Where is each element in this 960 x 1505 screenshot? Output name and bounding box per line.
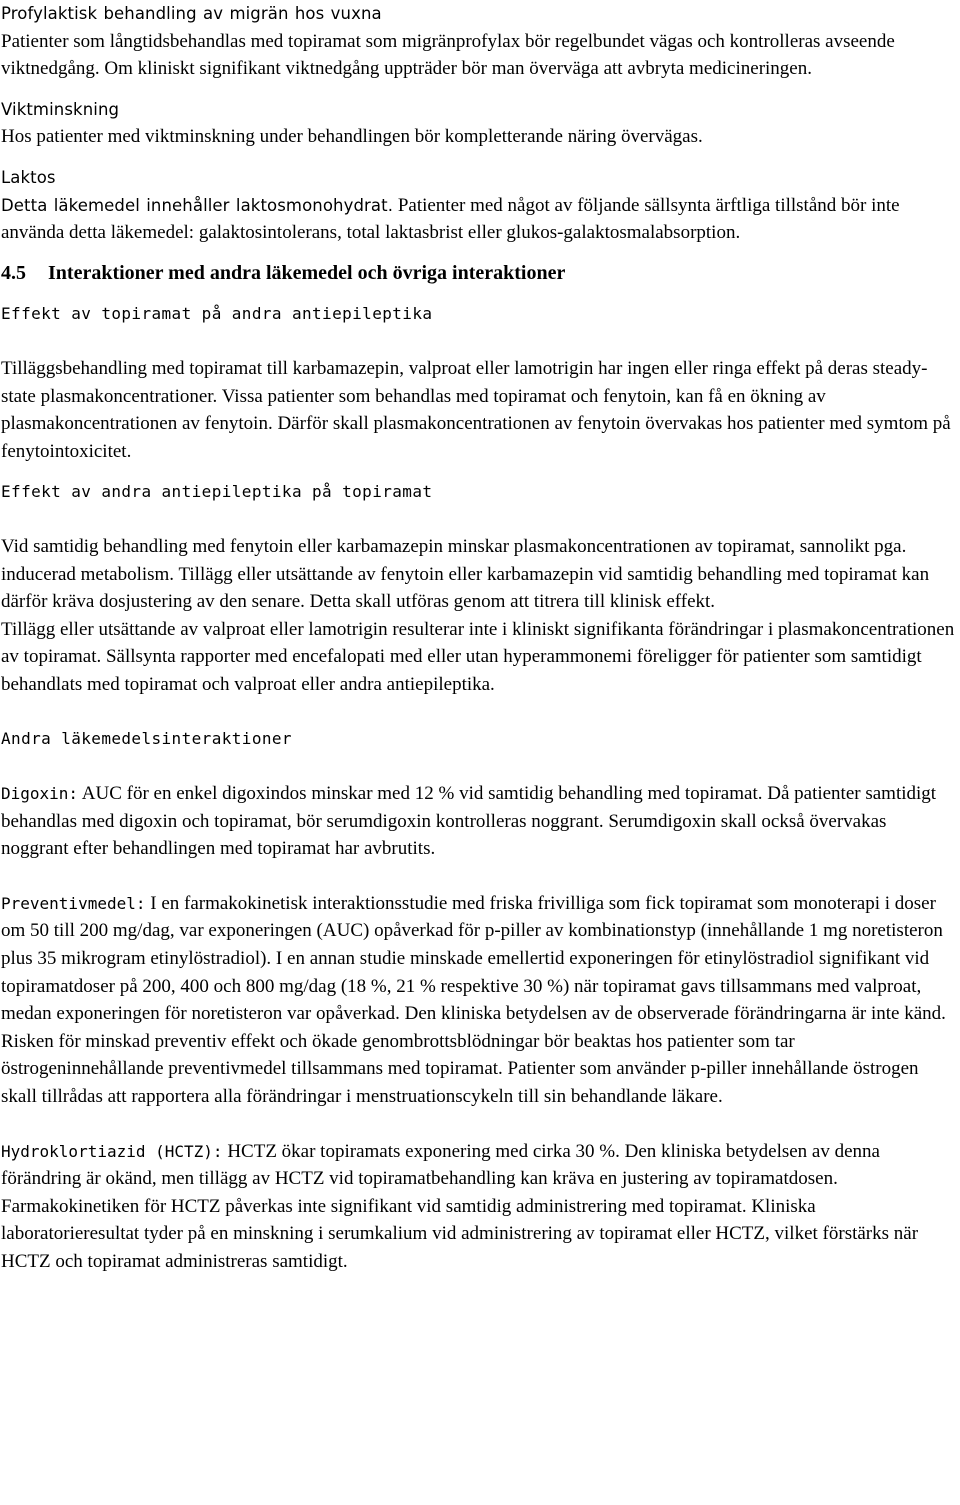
effect-of-others-heading: Effekt av andra antiepileptika på topiramat: [1, 482, 433, 502]
effect-of-others-body-2: Tillägg eller utsättande av valproat eller lamotrigin resulterar inte i kliniskt signifikanta förändringar i plasmakoncentrationen av topiramat. Sällsynta rapporter med encefalopati med eller utan hyperammonemi föreligger för patienter som samtidigt behandlats med topiramat och valproat eller andra antiepileptika.: [1, 618, 955, 695]
effect-on-others-body: Tilläggsbehandling med topiramat till karbamazepin, valproat eller lamotrigin har ingen eller ringa effekt på deras steady-state plasmakoncentrationer. Vissa patienter som behandlas med topiramat och fenytoin, kan få en ökning av plasmakoncentrationen av fenytoin. Därför skall plasmakoncentrationen av fenytoin övervakas hos patienter med symtom på fenytointoxicitet.: [1, 357, 951, 462]
migraine-body: Patienter som långtidsbehandlas med topiramat som migränprofylax bör regelbundet vägas och kontrolleras avseende viktnedgång. Om kliniskt signifikant viktnedgång uppträder bör man överväga att avbryta medicineringen.: [1, 30, 895, 80]
migraine-heading: Profylaktisk behandling av migrän hos vuxna: [1, 4, 382, 23]
other-interactions-heading: Andra läkemedelsinteraktioner: [1, 729, 292, 749]
section-heading: [1, 260, 956, 288]
effect-of-others-body-1: Vid samtidig behandling med fenytoin eller karbamazepin minskar plasmakoncentrationen av topiramat, sannolikt pga. inducerad metabolism. Tillägg eller utsättande av fenytoin eller karbamazepin vid samtidig behandling med topiramat kan därför kräva dosjustering av den senare. Detta skall utföras genom att titrera till klinisk effekt.: [1, 535, 930, 613]
hctz-paragraph: [1, 1138, 956, 1276]
hctz-label: Hydroklortiazid (HCTZ):: [1, 1141, 223, 1161]
contraceptive-paragraph: [1, 890, 956, 1111]
digoxin-paragraph: [1, 780, 956, 863]
weight-loss-body: Hos patienter med viktminskning under behandlingen bör kompletterande näring övervägas.: [1, 126, 703, 148]
lactose-heading: Laktos: [1, 167, 56, 187]
hctz-body: HCTZ ökar topiramats exponering med cirka 30 %. Den kliniska betydelsen av denna förändring är okänd, men tillägg av HCTZ vid topiramatbehandling kan kräva en justering av topiramatdosen. Farmakokinetiken för HCTZ påverkas inte signifikant vid samtidig administrering med topiramat. Kliniska laboratorieresultat tyder på en minskning i serumkalium vid administrering av topiramat eller HCTZ, vilket förstärks när HCTZ och topiramat administreras samtidigt.: [1, 1140, 919, 1272]
effect-on-others-heading: Effekt av topiramat på andra antiepileptika: [1, 304, 433, 324]
contraceptive-label: Preventivmedel:: [1, 893, 146, 913]
contraceptive-body: I en farmakokinetisk interaktionsstudie med friska frivilliga som fick topiramat som monoterapi i doser om 50 till 200 mg/dag, var exponeringen (AUC) opåverkad för p-piller av kombinationstyp (innehållande 1 mg noretisteron plus 35 mikrogram etinylöstradiol). I en annan studie minskade emellertid exponeringen för etinylöstradiol signifikant vid topiramatdoser på 200, 400 och 800 mg/dag (18 %, 21 % respektive 30 %) när topiramat gavs tillsammans med valproat, medan exponeringen för noretisteron var opåverkad. Den kliniska betydelsen av de observerade förändringarna är inte känd. Risken för minskad preventiv effekt och ökade genombrottsblödningar bör beaktas hos patienter som tar östrogeninnehållande preventivmedel tillsammans med topiramat. Patienter som använder p-piller innehållande östrogen skall tillrådas att rapportera alla förändringar i menstruationscykeln till sin behandlande läkare.: [1, 892, 946, 1107]
weight-loss-heading: Viktminskning: [1, 99, 120, 119]
section-number: 4.5: [1, 261, 26, 284]
digoxin-body: AUC för en enkel digoxindos minskar med 12 % vid samtidig behandling med topiramat. Då patienter samtidigt behandlas med digoxin och topiramat, bör serumdigoxin kontrolleras noggrant. Serumdigoxin skall också övervakas noggrant efter behandlingen med topiramat har avbrutits.: [1, 783, 937, 860]
lactose-body-rest: Patienter med något av följande sällsynta ärftliga tillstånd bör inte använda detta läkemedel: galaktosintolerans, total laktasbrist eller glukos-galaktosmalabsorption.: [1, 194, 900, 244]
section-title: Interaktioner med andra läkemedel och övriga interaktioner: [48, 261, 566, 284]
lactose-body: [1, 192, 956, 247]
digoxin-label: Digoxin:: [1, 784, 79, 804]
lactose-body-lead: Detta läkemedel innehåller laktosmonohydrat.: [1, 195, 394, 215]
